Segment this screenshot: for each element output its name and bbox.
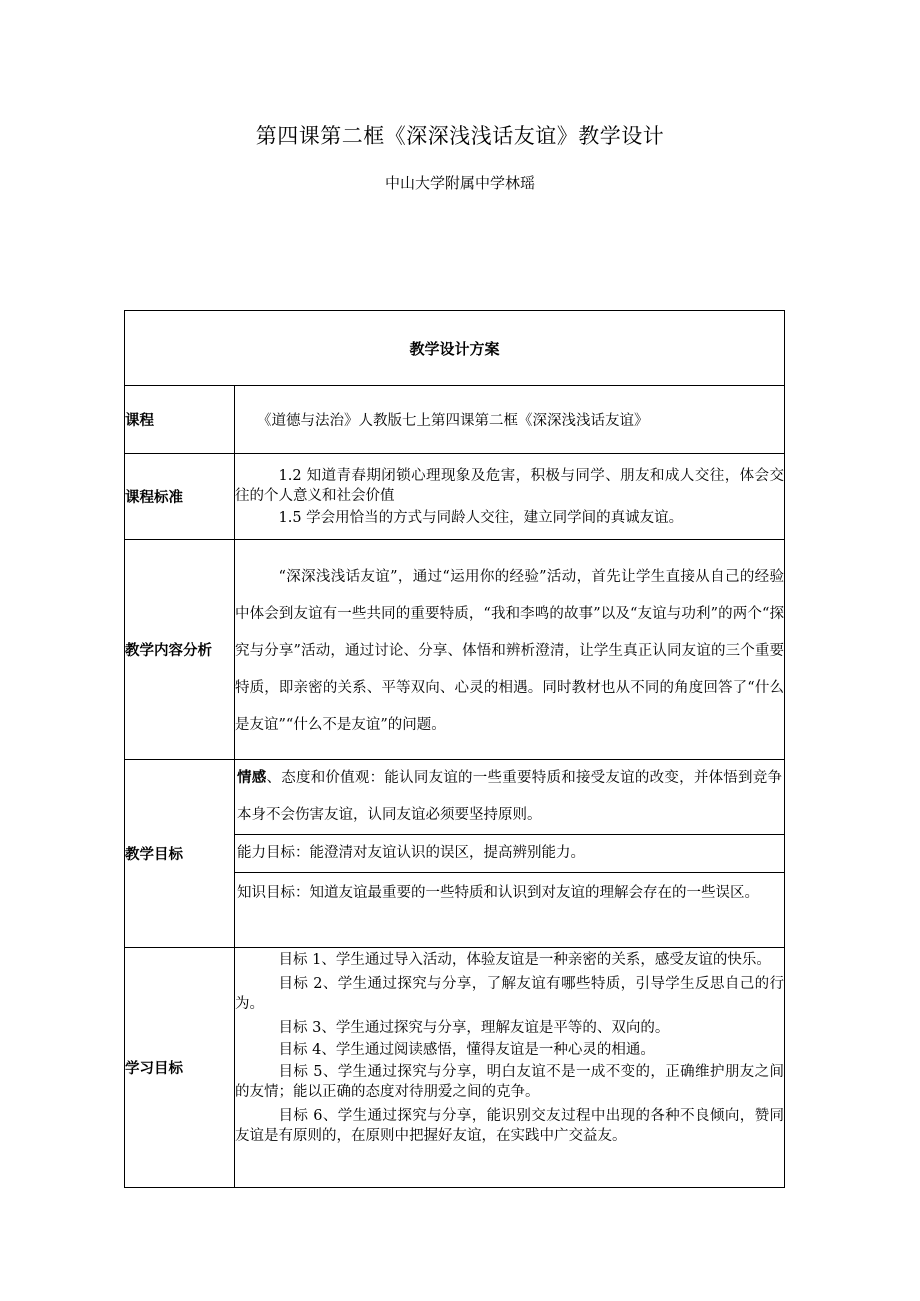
learning-value: [235, 948, 785, 1188]
knowledge-objective: 知识目标：知道友谊最重要的一些特质和认识到对友谊的理解会存在的一些误区。: [237, 885, 759, 901]
content-value: “深深浅浅话友谊”，通过“运用你的经验”活动，首先让学生直接从自己的经验中体会到友谊有一些共同的重要特质，“我和李鸣的故事”以及“友谊与功利”的两个“探究与分享”活动，通过讨论、分享、体悟和辨析澄清，让学生真正认同友谊的三个重要特质，即亲密的关系、平等双向、心灵的相遇。同时教材也从不同的角度回答了“什么是友谊”“什么不是友谊”的问题。: [235, 540, 785, 760]
course-label: 课程: [125, 386, 235, 454]
learning-goal-4: 目标 4、学生通过阅读感悟，懂得友谊是一种心灵的相通。: [278, 1042, 655, 1058]
emotion-text: 、态度和价值观：能认同友谊的一些重要特质和接受友谊的改变，并体悟到竞争本身不会伤害友谊，认同友谊必须要坚持原则。: [237, 770, 783, 823]
course-value: 《道德与法治》人教版七上第四课第二框《深深浅浅话友谊》: [235, 386, 785, 454]
document-author: 中山大学附属中学林瑶: [384, 174, 535, 192]
learning-goal-6: 目标 6、学生通过探究与分享，能识别交友过程中出现的各种不良倾向，赞同友谊是有原则的，在原则中把握好友谊，在实践中广交益友。: [235, 1108, 784, 1144]
emotion-objective: [235, 760, 784, 835]
learning-goal-3: 目标 3、学生通过探究与分享，理解友谊是平等的、双向的。: [278, 1020, 670, 1036]
ability-objective: 能力目标：能澄清对友谊认识的误区，提高辨别能力。: [235, 835, 784, 873]
standard-value: [235, 454, 785, 540]
teaching-plan-table: [124, 310, 785, 1188]
standard-line-2: 1.5 学会用恰当的方式与同龄人交往，建立同学间的真诚友谊。: [278, 509, 684, 526]
standard-line-1: 1.2 知道青春期闭锁心理现象及危害，积极与同学、朋友和成人交往，体会交往的个人意义和社会价值: [235, 467, 784, 504]
objectives-row: [125, 760, 785, 948]
learning-row: [125, 948, 785, 1188]
objectives-cell: [235, 760, 785, 948]
learning-goal-2: 目标 2、学生通过探究与分享，了解友谊有哪些特质，引导学生反思自己的行为。: [235, 976, 784, 1012]
table-header: 教学设计方案: [125, 311, 785, 386]
document-title: 第四课第二框《深深浅浅话友谊》教学设计: [255, 124, 665, 148]
emotion-label: 情感: [237, 770, 267, 786]
objectives-label: 教学目标: [125, 760, 235, 948]
learning-label: 学习目标: [125, 948, 235, 1188]
table-header-row: [125, 311, 785, 386]
content-label: 教学内容分析: [125, 540, 235, 760]
content-row: [125, 540, 785, 760]
standard-label: 课程标准: [125, 454, 235, 540]
standard-row: [125, 454, 785, 540]
learning-goal-5: 目标 5、学生通过探究与分享，明白友谊不是一成不变的，正确维护朋友之间的友情；能以正确的态度对待朋爱之间的克争。: [235, 1064, 784, 1100]
learning-goal-1: 目标 1、学生通过导入活动，体验友谊是一种亲密的关系，感受友谊的快乐。: [278, 952, 771, 968]
course-row: [125, 386, 785, 454]
